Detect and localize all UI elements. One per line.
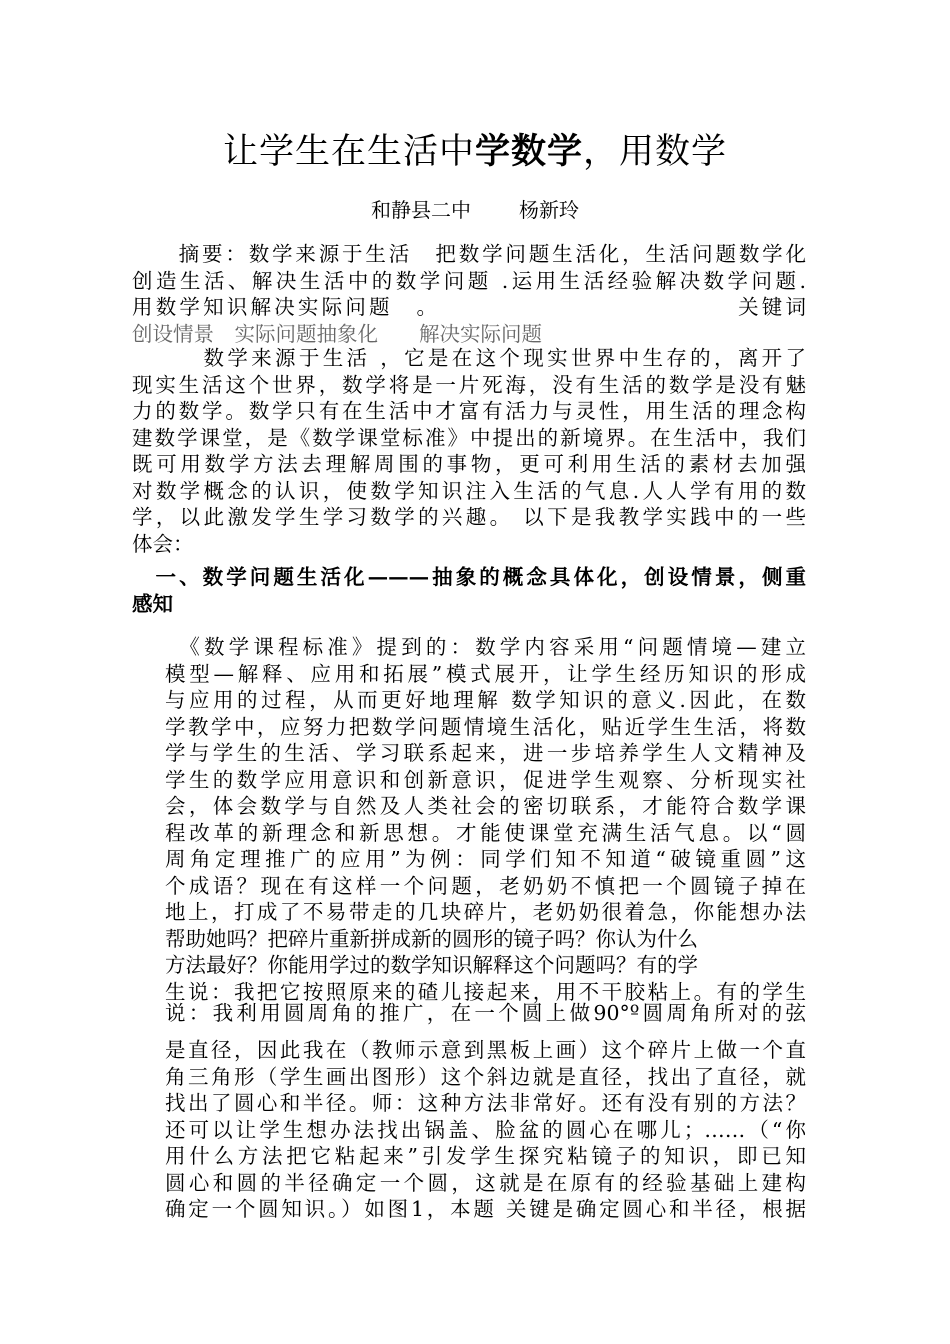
body-line: 确定一个圆知识。）如图1，本题 关键是确定圆心和半径，根据 — [165, 1197, 806, 1221]
intro-line: 体会： — [132, 531, 194, 556]
body-line: 与应用的过程，从而更好地理解 数学知识的意义.因此，在数 — [165, 688, 806, 712]
body-line: 找出了圆心和半径。师：这种方法非常好。还有没有别的方法？ — [165, 1091, 806, 1115]
intro-line: 对数学概念的认识，使数学知识注入生活的气息.人人学有用的数 — [132, 478, 806, 503]
keywords-line: 创设情景 实际问题抽象化 解决实际问题 — [132, 321, 542, 346]
title-part-1: 让学生在生活中 — [222, 132, 475, 172]
intro-line: 力的数学。数学只有在生活中才富有活力与灵性，用生活的理念构 — [132, 399, 806, 423]
body-line: 角三角形（学生画出图形）这个斜边就是直径，找出了直径，就 — [165, 1064, 806, 1089]
body-line: 生说：我把它按照原来的碴儿接起来，用不干胶粘上。有的学生 — [165, 979, 806, 1004]
body-line: 圆心和圆的半径确定一个圆，这就是在原有的经验基础上建构 — [165, 1170, 806, 1195]
body-line: 帮助她吗？把碎片重新拼成新的圆形的镜子吗？你认为什么 — [165, 926, 698, 951]
body-line: 方法最好？你能用学过的数学知识解释这个问题吗？有的学 — [165, 953, 698, 977]
intro-line: 数学来源于生活 ，它是在这个现实世界中生存的，离开了 — [132, 346, 806, 370]
abstract-line: 摘要：数学来源于生活 把数学问题生活化，生活问题数学化 — [132, 242, 806, 266]
body-line: 《数学课程标准》提到的：数学内容采用“问题情境—建立 — [165, 635, 806, 659]
body-line: 说：我利用圆周角的推广，在一个圆上做90°º圆周角所对的弦 — [165, 1001, 806, 1025]
body-line: 学生的数学应用意识和创新意识，促进学生观察、分析现实社 — [165, 767, 806, 792]
title-part-2-bold: 学数学 — [474, 131, 583, 172]
body-line: 地上，打成了不易带走的几块碎片，老奶奶很着急，你能想办法 — [165, 900, 806, 924]
author-name: 杨新玲 — [519, 198, 579, 222]
body-line: 会，体会数学与自然及人类社会的密切联系，才能符合数学课 — [165, 794, 806, 818]
intro-line: 学，以此激发学生学习数学的兴趣。 以下是我教学实践中的一些 — [132, 505, 806, 529]
intro-paragraph — [132, 345, 806, 557]
body-line: 程改革的新理念和新思想。才能使课堂充满生活气息。以“圆 — [165, 820, 806, 845]
body-line: 模型—解释、应用和拓展”模式展开，让学生经历知识的形成 — [165, 661, 806, 686]
intro-line: 既可用数学方法去理解周围的事物，更可利用生活的素材去加强 — [132, 452, 806, 476]
intro-line: 现实生活这个世界，数学将是一片死海，没有生活的数学是没有魅 — [132, 372, 806, 397]
body-line: 用什么方法把它粘起来”引发学生探究粘镜子的知识，即已知 — [165, 1144, 806, 1168]
body-line: 学与学生的生活、学习联系起来，进一步培养学生人文精神及 — [165, 741, 806, 765]
byline — [0, 196, 950, 224]
body-paragraph-isolated-line — [165, 1000, 806, 1027]
body-paragraph — [165, 634, 806, 1005]
body-paragraph-continued — [165, 1037, 806, 1223]
body-line: 学教学中，应努力把数学问题情境生活化，贴近学生生活，将数 — [165, 714, 806, 739]
page-title — [0, 128, 950, 176]
abstract-line: 创造生活、解决生活中的数学问题 .运用生活经验解决数学问题. — [132, 268, 806, 293]
abstract-paragraph — [132, 241, 806, 347]
body-line: 个成语？现在有这样一个问题，老奶奶不慎把一个圆镜子掉在 — [165, 873, 806, 898]
body-line: 是直径，因此我在（教师示意到黑板上画）这个碎片上做一个直 — [165, 1038, 806, 1062]
school-name: 和静县二中 — [371, 198, 471, 222]
section-heading — [132, 564, 806, 617]
abstract-line: 用数学知识解决实际问题 。 关键词 — [132, 295, 806, 319]
intro-line: 建数学课堂，是《数学课堂标准》中提出的新境界。在生活中，我们 — [132, 425, 806, 450]
body-line: 还可以让学生想办法找出锅盖、脸盆的圆心在哪儿；……（“你 — [165, 1117, 806, 1142]
heading-line: 一、数学问题生活化———抽象的概念具体化，创设情景，侧重 — [132, 565, 806, 589]
heading-line: 感知 — [132, 591, 173, 616]
title-part-3: ，用数学 — [583, 132, 728, 172]
body-line: 周角定理推广的应用”为例：同学们知不知道“破镜重圆”这 — [165, 847, 806, 871]
